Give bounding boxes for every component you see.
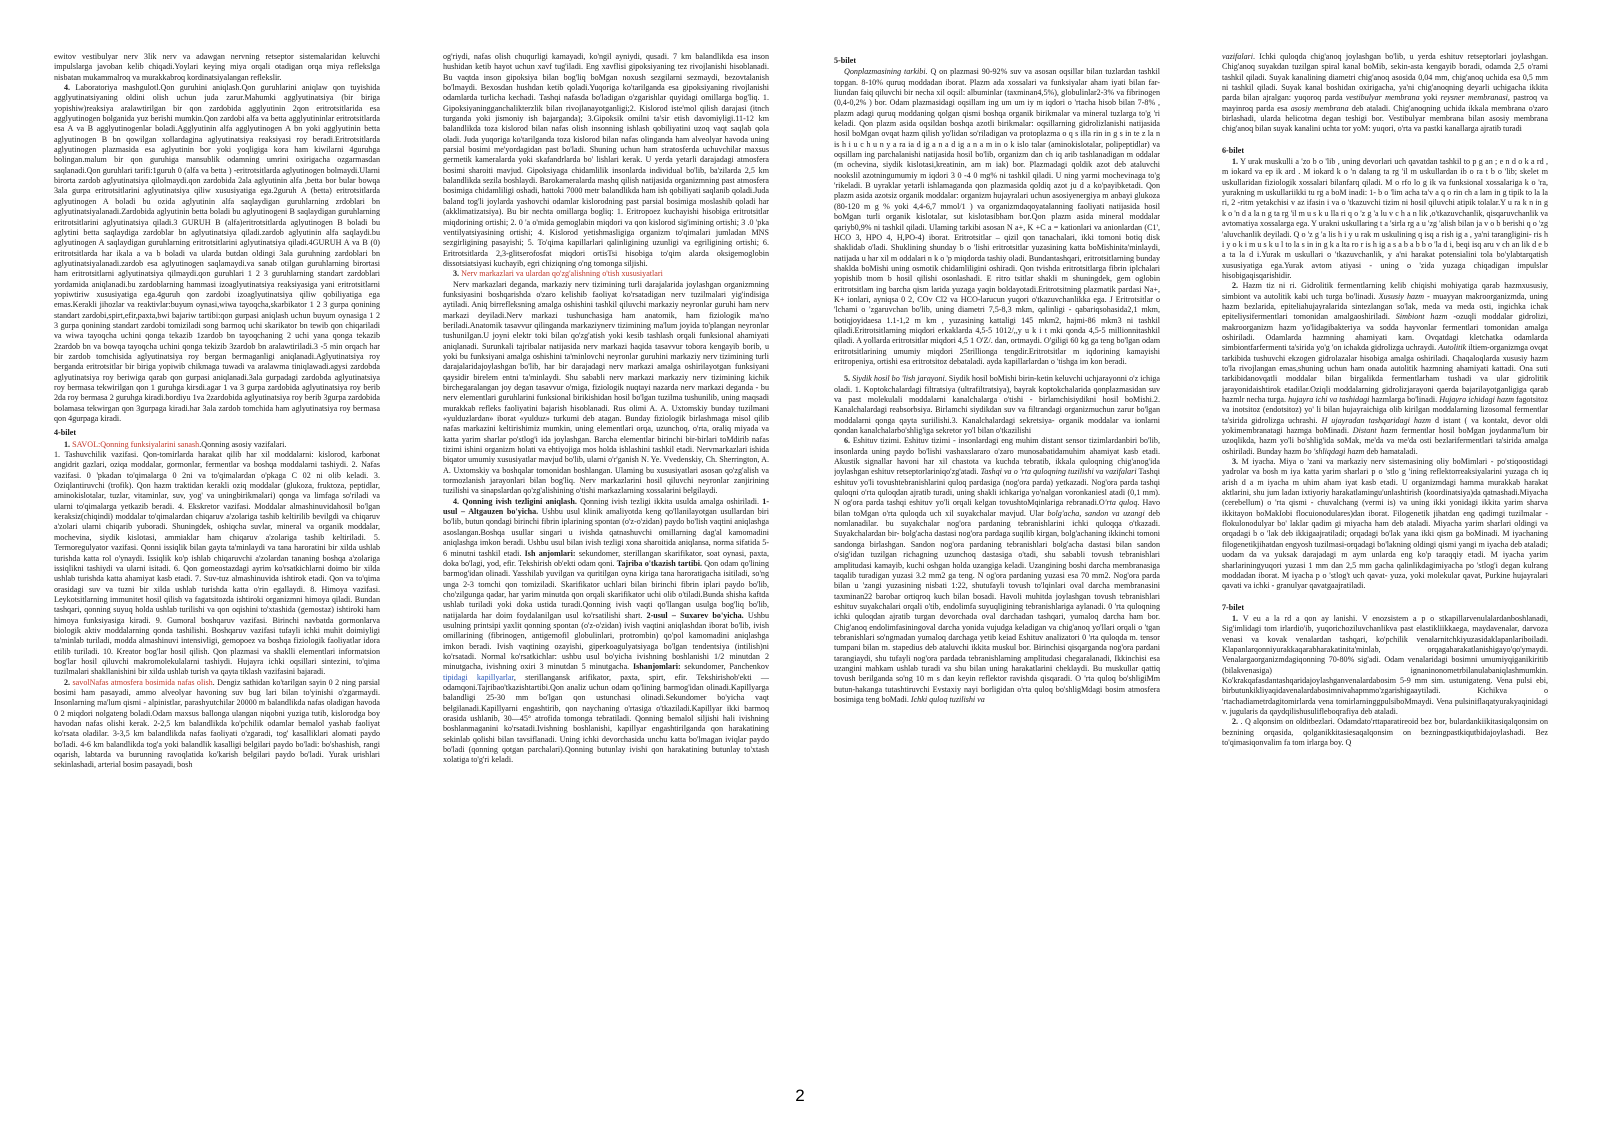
paragraph-text: . Havo bilan toMgan o'rta quloqda uch xil suyakchalar mavjud. Ular bbox=[834, 498, 1160, 518]
question-paragraph bbox=[54, 678, 380, 771]
paragraph-text: hazmlarga bo'linadi. bbox=[1371, 395, 1438, 404]
paragraph-text: pastroq va mayinroq parda esa bbox=[1222, 93, 1548, 113]
text-column-3 bbox=[834, 52, 1160, 1080]
question-title: savolNafas atmosfera bosimida nafas olish bbox=[72, 677, 213, 687]
paragraph-italic: bo 'shliqdagi hazm bbox=[1303, 446, 1365, 456]
paragraph-text: Ushbu usul klinik amaliyotda keng qo'llanilayotgan usullardan biri bo'lib, butun qondagi birinchi fibrin iplarining spontan (o'z-o'zidan) paydo bo'lish vaqtini aniqlashga asoslangan.Boshqa usullar singari u ivishda qatnashuvchi omillarning dag'al kamomadini aniqlashga imkon beradi. Ushbu usul bilan ivish tezligi xona sharoitida aniqlansa, norma sifatida 5-6 minutni tashkil etadi. bbox=[443, 507, 769, 558]
paragraph-text: fagotsitoz va inotsitoz (endotsitoz) yo' li bilan hujayraichiga olib kirilgan moddalarning lizosomal fermentlar ta'sirida gidrolizga uchrashi. bbox=[1222, 395, 1548, 425]
question-heading bbox=[443, 269, 769, 279]
paragraph-text: . Ichki quloqda chig'anoq joylashgan bo'lib, u yerda eshituv retseptorlari joylashgan. Chig'anoq suyakdan tuzilgan spiral kanal boMib, sekin-asta kengayib boradi, odamda 2,5 o'rami tashkil qiladi. Suyak kanalining diametri chig'anoq asosida 0,04 mm, chig'anoq uchida esa 0,5 mm ni tashkil qiladi. Suyak kanal boshidan oxirigacha, ya'ni chig'anoqning deyarli uchigacha ikkita parda bilan ajralgan: yuqoroq parda bbox=[1222, 52, 1548, 103]
item-number: 4. bbox=[453, 496, 460, 506]
paragraph-italic: vazifalari bbox=[1222, 52, 1254, 61]
question-paragraph bbox=[443, 497, 769, 766]
paragraph-text: Y urak muskulli a 'zo b o 'lib , uning devorlari uch qavatdan tashkil to p g an ; e n d o k a rd , m iokard va ep ik ard . M iokard k o 'n dalang ta rg 'il m uskullardan ib o ra t b o 'lib; skelet m uskullaridan fiziologik xossalari bilanfarq qiladi. M o rfo lo g ik va funksional xossalariga k o 'ra, yurakning m uskullariikki tu rg a boM inadi: 1- b o 'lim acha ta'v a q o rin ch a lam in g tipik to la la ri, 2 -ritm yetakchisi v az ifasin i va o 'tkazuvchi tizim ni hosil qiluvchi atipik tolalar.Y u ra k n in g k o 'n d a la n g ta rg 'il m u s k u lla ri q o 'z g 'a lu v c h a n lik ,o'tkazuvchanlik, qisqaruvchanlik va avtomatiya xossalarga ega. Y urakni uskullaring t a 'sirla rg a u 'zg 'alish bilan ja v o b berishi q o 'zg 'aluvchanlik deyiladi. Q o 'z g 'a lis h i y u rak m uskulining q isq a rish ig a , ya'ni tarangligini- ris h i y o k i m u s k u l to la s in in g k a lta ro r is h ig a s a b a b b o 'la d i, beqi isq aru v ch an lik d e b a ta la d i.Yurak m uskullari o 'tkazuvchanlik, y a'ni harakat potensialini tola bo'ylabtarqatish xususiyatiga ega.Yurak avtom atiyasi - uning o 'zida yuzaga chiqadigan impulslar hisobigaqisqarishidir. bbox=[1222, 157, 1548, 280]
paragraph-italic: bolg'acha, sandon va uzangi bbox=[1047, 508, 1145, 518]
paragraph-text: sekundomer, Panchenkov bbox=[684, 662, 769, 672]
item-number: 2. bbox=[64, 677, 71, 687]
item-number: 1. bbox=[1232, 613, 1239, 623]
paragraph-italic: hujayra ichi va tashidagi bbox=[1288, 395, 1370, 404]
subheading: Ishanjomlari: bbox=[632, 662, 681, 672]
paragraph-text: yoki bbox=[1422, 93, 1438, 103]
paragraph-text: -ozuqli moddalar gidrolizi, makroorganizm hazm yo'lidagibakteriya va sodda hayvonlar fermentlari tomonidan amalga oshiriladi. Odamlarda hazmning ahamiyati kam. Ovqatdagi kletchatka odamlarda simbiontfarfermenti ta'sirida yo'g 'on ichakda gidrolizga uchraydi. bbox=[1222, 312, 1548, 353]
paragraph-lead: Qonplazmasining tarkibi. bbox=[844, 67, 928, 77]
page-number: 2 bbox=[795, 1086, 805, 1105]
paragraph-text: d istant ( va kontakt, devor oldi yokimembranatagi hazmga boMinadi. bbox=[1222, 415, 1548, 436]
subheading: Tajriba o'tkazish tartibi. bbox=[616, 558, 702, 568]
paragraph-text: V eu a la rd a qon ay lanishi. V enozsistem a p o stkapillarvenulalardanboshlanadi, Sig'imlidagi tom irlardio'ib, yuqorichoziluvchanlikva past elastikliikkaega, maydavenalar, darvoza venasi va kovak venalardan tashqari, ko'pchilik venalarnitchkiyuzasidaklapanlariboiladi. Klapanlarqonniyurakkaqarabharakatinita'minlab, orqagaharakatlanishigayo'qo'ymaydi. Venalargaorganizmdagiqonning 70-80% sig'adi. Odam venalaridagi bosimni umumiyqiganikiritib (bilakvenasiga) ignaninonometrbilanulabaniqlashmumkin. Ko'krakqafasdantashqaridajoylashganvenalardabosim 5-9 mm sim. ustunigateng. Vena pulsi ebi, birbutunkikliyaqidavenalardabosimnivahapmmo'zgarishigaaytiladi. Kichikva o 'rtachadiametrdagitomirlarda vena tomirlarninggpulsiboMmaydi. Vena pulsiniflaqatyurakyaqinidagi v. jugularis da qaydqilishusulifleboqrafiya deb ataladi. bbox=[1222, 613, 1548, 716]
paragraph: ewitov vestibulyar nerv 3lik nerv va adawgan nervning retseptor sistemalaridan keluvchi impulslarga javoban kelib chiqadi.Yoylari keying miya orqali otadigan orqa miya reflekslga nisbatan mukammalroq va murakkabroq kordinatsiyalangan reflekslir. bbox=[54, 52, 380, 82]
paragraph-text: . Siydik hosil boMishi birin-ketin keluvchi uchjarayonni o'z ichiga oladi. 1. Koptokchalardagi filtratsiya (ultrafiltratsiya), bayrak koptokchalarida qonplazmasidan suv va past molekulali moddalarni kanalchalarga o'tishi - birlamchisiydikni hosil boMishi.2. Kanalchalardagi reabsorbsiya. Birlamchi siydikdan suv va filtrandagi organizmuchun zarur bo'lgan moddalarni qonga qayta suriilishi.3. Kanalchalardagi sekretsiya- organik moddalar va ionlarni qondan kanalchalarbo'shlig'iga sekretor yo'l bilan o'tkazilishi bbox=[834, 374, 1160, 436]
question-title-tail: .Qonning asosiy vazifalari. bbox=[199, 439, 287, 449]
paragraph-text: , sterillangansk arifikator, paxta, spirt, efir. Tekshirishob'ekti — odamqoni.Tajribao'tkazishtartibi.Qon analiz uchun odam qo'lining barmog'idan olinadi.Kapillyarga balandligi 25-30 mm bo'lgan qon ustunchasi olinadi.Sekundomer bo'yicha vaqt belgilanadi.Kapillyarni engashtirib, qon naychaning o'rtasiga o'tkaziladi.Kapillyar ikki barmoq orasida ushlanib, 30—45° atrofida tomonga tebratiladi. Qonning bemalol siljishi hali ivishning boshlanmaganini ko'rsatadi.Ivishning boshlanishi, kapillyar engashtirilganda qon harakatining sekinlab qolishi bilan tavsiflanadi. Uning ichki devorchasida unchu katta bo'lmagan iviqlar paydo bo'ladi (qonning qotgan parchalari).Qonning butunlay ivishi qon harakatining butunlay to'xtash xolatiga to'g'ri keladi. bbox=[443, 672, 769, 765]
paragraph-text: Laboratoriya mashgulotl.Qon guruhini aniqlash.Qon guruhlarini aniqlaw qon tuyishida agglyutinatsiyaning oldini olish uchun juda zarur.Mahumki agglyutinatsiya (bir biriga yopishiw)reaksiya aralawtirilgan bir qon zardobida agglyutinin 2qon eritrotsitlarida esa agglyutinogen bolganida yuz berishi mumkin.Qon zardobi alfa va betta agglyutininlar eritrotsitlarda esa A va B agglyutinogenlar boladi.Agglyutinin alfa agglyutinogen A bn yoki agglyutinin betta aglyutinogen B bn qowilgan xollardagina aglyutinatsiya reaksiyasi roy beradi.Eritrotsitlarda aglyutinogen plazmasida esa aglyutinin bor yoki yoqligiga kora ham kiwilarni 4guruhga bolingan.malum bir qon guruhiga mansublik odamning umrini oxirigacha ozgarmasdan saqlanadi.Qon guruhlari tarifi:1guruh 0 (alfa va betta ) -eritrotsitlarda aglyutinogen bolmaydi.Ularni birorta zardob aglyutinatsiya qilolmaydi.qon zardobida 2ala aglyutinin alfa ,betta bor bular bowqa 3ala gurpa eritrotsitlarini aglyutinatsiya qiliw xususiyatiga ega.2guruh A (betta) eritrotsitlarda aglyutinogen A boladi bu ozida aglyutinin alfa saqlaydigan guruhlarning zrdoblari bn aglyutinatsiyalanadi.Zardobida aglyutinin betta boladi bu aglyutinogeni B saqlaydigan guruhlarning eritrotsitlarini aglyutinatsiya qiladi.3 GURUH B (alfa)eritrotsitlarda aglyutinogen B boladi bu aglytini betta saqlaydiga zardoblar bn aglyutinatsiya qiladi.zardob aglyutinin alfa saqlaydi.bu aglyutinogen A saqlaydigan guruhlarning eritrotsitlarini aglyutinatsiya qiladi.4GURUH A va B (0) eritrotsitlarda har ikala a va b boladi va ularda butdan oldingi 3ala guruhning zardoblari bn aglyutinatsiyalanadi.zardob esa aglyutinogen saqlamaydi.va sanab otilgan guruhlarning birortasi ham eritrotsitlarni aglyutinatsiya qilmaydi.qon guruhlari 1 2 3 guruhlarning standart zardoblari yordamida aniqlanadi.bu zardoblarning hammasi izoaglyutinatsiya reaksiyasiga yani eritrotsitlarni yopiwtiriw xususiyatiga ega.4guruh qon zardobi izoaglyutinatsiya qiliw qobiliyatiga ega emas.Kerakli jihozlar va reaktivlar:buyum oynasi,wiwa tayoqcha,skarbikator 1 2 3 gurpa qonining standart zardobi,spirt,efir,paxta,bwi bajariw tartibi:qon gurpasi aniqlash uchun buyum oynasiga 1 2 3 gurpa qonining standart zardobi tomiziladi song barmoq uchi skarikator bn tewib qon chiqariladi va wiwa tayoqcha uchini qonga tekazib 1zardob bn tayoqchaning 2 uchi yana qonga tekazib 2zardob bn va bowqa tayoqcha uchini qonga tekizib 3zardob bn aralawtiriladi.3 -5 min orqach har bir zardob tomchisida aglyutinatsiya roy bergan bermaganligi aniqlanadi.Aglyutinatsiya roy berganda eritrotsitlar bir biriga yopiwib chikmaga tuwadi va aralawma tiniqlawadi.agysi zardobda aglyutinatsiya roy beriwiga qarab qon gurpasi aniqlanadi.3ala gurpadagi zardobda aglyutinatsiya roy bermasa tekwirilgan qon 1 guruhga kirsdi.agar 1 va 3 gurpa zardobida aglyutinatsiya roy berib 2da roy bermasa 2 guruhga kiradi.bordiyu 1va 2zardobida aglyutinatsiya roy berib 3gurpa zardobida bolamasa tekwirgan qon 3gurpaga kiradi.har 3ala zardob tomchida ham aglyutinatsiya roy bermasa qon 4gurpaga kiradi. bbox=[54, 83, 380, 424]
paragraph-italic: Distant hazm bbox=[1352, 426, 1398, 436]
question-title: SAVOL:Qonning funksiyalarini sanash bbox=[72, 439, 200, 449]
paragraph-text: deb ataladi. Chig'anoqning uchida ikkala membrana o'zaro birlashadi, ularda helicotma degan teshigi bor. Vestibulyar membrana bilan asosiy membrana chig'anoq bilan suyak kanalini uchta tor yoM: yuqori, o'rta va pastki kanallarga ajratib turadi bbox=[1222, 103, 1548, 134]
paragraph: og'riydi, nafas olish chuqurligi kamayadi, ko'ngil ayniydi, qusadi. 7 km balandlikda esa inson hushidan ketib hayot uchun xavf tug'iladi. Eng xavflisi gipoksiyaning tez rivojlanishi hisoblanadi. Bu vaqtda inson gipoksiya bilan bog'liq boMgan noxush sezgilarni sezmaydi, bezovtalanish bo'lmaydi. Bexosdan hushdan ketib qoladi.Yuqoriga ko'tarilganda esa gipoksiyaning rivojlanishi odamlarda turlicha kechadi. Tashqi nafasda bo'ladigan o'zgarishlar quyidagi omillarga bog'liq. 1. Gipoksiyaningganchalikterzlik bilan rivojlanayotganligi;2. Kislorod iste'mol qilish darajasi (itnch turganda yoki jismoniy ish bajarganda); 3.Gipoksik omilni ta'sir etish davomiyligi.11-12 km balandlikda toza kislorod bilan nafas olish insonning ishlash qobiliyatini uzoq vaqt saqlab qola oladi. Juda yuqoriga ko'tarilganda toza kislorod bilan nafas olinganda ham alveolyar havoda uning parsial bosimi me'yordagidan past bo'ladi. Shuning uchun ham stratosferda uchuvchilar maxsus germetik kameralarda yoki skafandrlarda bo' lishlari kerak. U yerda yetarli darajadagi atmosfera bosimi sharoiti mavjud. Gipoksiyaga chidamlilik insonlarda individual bo'lib, ba'zilarda 2,5 km balandlikda sezila boshlaydi. Barokameralarda mashq qilish natijasida organizmning past atmosfera bosimiga chidamliligi oshadi, hattoki 7000 metr balandlikda ham ish qobiliyati saqlanib qoladi.Juda baland tog'li joylarda yashovchi odamlar kislorodning past parsial bosimiga moslashib qoladi har (akklimatizatsiya). Bu bir nechta omillarga bogliq: 1. Eritropoez kuchayishi hisobiga eritrotsitlar miqdorining ortishi; 2. 0 'a o'mida gemoglabin miqdori va qon kislorod sig'imining ortishi; 3 .0 'pka ventilyatsiyasining ortishi; 4. Kislorod yetishmasligiga organizm to'qimalari jumladan MNS sezgirligining pasayishi; 5. To'qima kapillarlari qalinligining uzunligi va egriligining ortishi; 6. Eritrotsitlarda 2,3-glitserofosfat miqdori ortisTsi hisobiga to'qim alarda oksigemoglobin dissotsiatsiyasi kuchayib, egri chiziqning o'ng tomonga siljishi. bbox=[443, 52, 769, 268]
paragraph-text: deb nomlanadilar. bu suyakchalar nog'ora pardaning tebranishlarini ichki quloqqa o'tkazadi. Suyakchalardan bir- bolg'acha dastasi nog'ora pardaga suqilib kirgan, bolg'achaning ikkinchi tomoni sandonga birlashgan. Sandon nog'ora pardaning tebranishlari bolg'acha dastasi bilan sandon o'sig'idan tuzilgan richagning uzunchoq dastasiga o'tadi, shu sababli tovush tebranishlari amplitudasi kamayib, kuchi oshgan holda uzangiga keladi. Uzangining boshi darcha membranasiga taqalib turadigan yuzasi 3.2 mm2 ga teng. N og'ora pardaning yuzasi esa 70 mm2. Nog'ora parda bilan u 'zangi yuzasining nisbati 1:22, shutufayli tovush to'lqinlari oval darcha membranasini taxminan22 barobar ortiqroq kuch bilan bosadi. Havoli muhitda joylashgan tovush tebranishlari eshituv suyakchalari orqali o'tib, endolimfa suyuqligining tebranishlariga aylanadi. 0 'rta quloqning ichki quloqdan ajratib turgan devorchada oval darchadan tashqari, yumaloq darcha ham bor. Chig'anoq endolimfasiningoval darcha yonida vujudga keladigan va chig'anoq yo'llari orqali o 'tgan tebranishlari so'ngmadan yumaloq darchaga yetib keiad Eshituv analizatori 0 'rta quloqda m. tensor tumpani bilan m. stapedius deb ataluvchi ikkita muskul bor. Birinchisi qisqarganda nog'ora pardani tarangiaydi, shu tufayli nog'ora pardada tebranishlarning amplitudasi chegaralanadi, Ikkinchisi esa uzangini mahkam ushlab turadi va shu bilan uning harakatlarini cheklaydi. Bu muskullar qattiq tovush berilganda so'ng 10 m s dan keyin reflektor ravishda qisqaradi. O 'rta quloq bo'shligiMm butun-hakanga tutashtiruvchi Evstaxiy nayi borligidan o'rta quloq bo'shligMdagi bosim atmosfera bosimiga teng boMadi. bbox=[834, 508, 1160, 704]
paragraph-text: . Q alqonsim on olditbezlari. Odamdato'rttaparatireoid bez bor, bulardankiikitasiqalqonsim on beznining orqasida, qolganikkitasiesaqalqonsim on bezningpastkiqutbidajoylashadi. Bez to'qimasiqonvalim fa tom irlarga boy. Q bbox=[1222, 717, 1548, 747]
question-paragraph bbox=[1222, 717, 1548, 748]
paragraph-text: . Dengiz sathidan ko'tarilgan sayin 0 2 ning parsial bosimi ham pasayadi, ammo alveolyar havoning suv bug lari bilan to'yinishi o'zgarmaydi. Insonlarning ma'lum qismi - alpinistlar, parashyutchilar 20000 m balandlikda nafas oladigan havoda 0 2 miqdori nolgateng boladi.Odam maxsus ballonga ulangan niqobni yuziga tutib, kislorodga boy havodan nafas olishi kerak. 2-2,5 km balandlikda ko'pchilik odamlar bemalol yashab faoliyat ko'rsata oladilar. 3-3,5 km balandlikda nafas faoliyati o'zgaradi, tog' kasalliklari alomati paydo bo'ladi. 4-6 km balandlikda tog'a yoki balandlik kasalligi belgilari paydo bo'ladi: bo'shashish, rangi oqarish, labtarda va burunning ravoqlatida ko'karish belgilari paydo bo'ladi. Yurak urishlari sekinlashadi, arterial bosim pasayadi, bosh bbox=[54, 677, 380, 770]
paragraph-text: Hazm tiz ni ri. Gidrolitik fermentlarning kelib chiqishi mohiyatiga qarab hazmxususiy, simbiont va autolitik kabi uch turga bo'linadi. bbox=[1222, 281, 1548, 301]
paragraph: 1. Tashuvchilik vazifasi. Qon-tomirlarda harakat qilib har xil moddalarni: kislorod, karbonat angidrit gazlari, oziqa moddalar, gormonlar, fermentlar va boshqa moddalarni tashiydi. 2. Nafas vazifasi. 0 'pkadan to'qimalarga 0 2ni va to'qimalardan o'pkaga C 02 ni olib keladi. 3. Oziqlantiruvchi (trofik). Qon hazm traktidan kerakli oziq moddalar (glukoza, fruktoza, peptidlar, aminokislotalar, tuzlar, vitaminlar, suv, yog' va uningbirikmalari) qonga va limfaga so'riladi va ularni to'qimalarga yetkazib beradi. 4. Ekskretor vazifasi. Moddalar almashinuvidahosil bo'lgan keraksiz(chiqindi) moddalar to'qimalardan chiqaruv a'zolariga tashib keltirilib bevilgdi va chiqaruv a'zolari ularni chiqarib yuboradi. Shuningdek, oshiqcha suvlar, mineral va organik moddalar, mochevina, siydik kislotasi, ammiaklar ham chiqaruv a'zolariga tashib keltiriladi. 5. Termoregulyator vazifasi. Qonni issiqlik bilan gayta ta'minlaydi va tana haroratini bir xilda ushlab turishda katta rol o'ynaydi. Issiqlik ko'p ishlab chiqaruvchi a'zolardan tananing boshqa a'zolariga issiqlikni tashiydi va ularni isitadi. 6. Qon gomeostazdagi ayrim ko'rsatkichlarni doimo bir xilda ushlab turishda katta ahamiyat kasb etadi. 7. Suv-tuz almashinuvida ishtirok etadi. Qon va to'qima orasidagi suv va tuzni bir xilda ushlab turishda katta o'rin egallaydi. 8. Himoya vazifasi. Leykotsitlarning immunitet hosil qilish va fagatsitozda ishtiroki organizmni himoya qiladi. Bundan tashqari, qonning suyuq holda ushlab turilishi va qon oqishini to'xtashida (gemostaz) ishtiroki ham himoya funksiyasiga kiradi. 9. Gumoral boshqaruv vazifasi. Birinchi navbatda gormonlarva biologik aktiv moddalarning qonda tashilishi. Boshqaruv vazifasi tufayli ichki muhit doimiyligi ta'minlab turiladi, modda almashinuvi intensivligi, gemopoez va boshqa fiziologik faoliyatlar idora etilib turiladi. 10. Kreator bog'lar hosil qilish. Qon plazmasi va shaklli elementlari informatsion bog'lar hosil qiluvchi makromolekulalarni tashiydi. Hujayra ichki oqsillari sintezini, to'qima tuzilmalari shakllanishini bir xilda ushlab turish va qayta tiklash vazifasini bajaradi. bbox=[54, 450, 380, 677]
paragraph-text: fermentlar hosil boMgan joydanma'lum bir uzoqlikda, hazm yo'li bo'shlig'ida soMak, me'da va me'da osti bezlarifermentlari ta'sirida amalga oshiriladi. Bunday hazm bbox=[1222, 426, 1548, 456]
spacer bbox=[834, 367, 1160, 374]
paragraph-text: Eshituv tizimi. Eshituv tizimi - insonlardagi eng muhim distant sensor tizimlardanbiri bo'lib, insonlarda uning paydo bo'lishi vashaxslararo o'zaro munosabatidamuhim ahamiyat kasb etadi. Akustik signallar havoni har xil chastota va kuchda tebratib, ikkala quloqning chig'anog'ida joylashgan eshituv retseptorlariniqo'zg'atadi. bbox=[834, 436, 1160, 477]
spacer bbox=[1222, 592, 1548, 599]
method-title: 2-usul – Suxarev bo'yicha. bbox=[646, 610, 744, 620]
question-paragraph bbox=[834, 374, 1160, 436]
paragraph-italic: reysner membranasi, bbox=[1440, 93, 1510, 103]
text-column-1 bbox=[54, 52, 380, 1080]
paragraph-text: Qonning ivish tezligi ikkita usulda amalga oshiriladi. bbox=[580, 496, 760, 506]
section-heading: 7-bilet bbox=[1222, 602, 1245, 612]
text-column-2 bbox=[443, 52, 769, 1080]
item-number: 5. bbox=[844, 374, 851, 384]
paragraph-text: Qon odam qo'lining barmog'idan olinadi. Yasshilab yuvilgan va quritilgan oyna kiriga tana haroratigacha isitiladi, so'ng unga 2-3 tomchi qon tomiziladi. Skarifikator uchlari bilan birinchi fibrin iplari paydo bo'lib, cho'zilgunga qadar, har yarim minutda qon orqali skarifikator uchi olib o'tiladi.Bunda shisha kaftda ushlab turiladi yoki doka ustida turadi.Qonning ivish vaqti qo'llangan usulga bog'liq bo'lib, natijalarda har doim foydalanilgan usul ko'rsatilishi shart. bbox=[443, 558, 769, 620]
paragraph-italic: vestibulyar membrana bbox=[1345, 93, 1420, 103]
subheading: Ish anjomlari: bbox=[524, 548, 576, 558]
item-number: 4. bbox=[64, 83, 71, 93]
paragraph-text: - muayyan makroorganizmda, uning hazm bezlarida, epiteliahujayralarida sintezlangan so'lak, meda va meda osti, ingichka ichak epiteliysifermentlari tomonidan amalgaoshiriladi. bbox=[1222, 291, 1548, 322]
paragraph-italic: Xususiy hazm bbox=[1378, 291, 1425, 301]
item-number: 2. bbox=[1232, 717, 1239, 727]
question-heading bbox=[54, 440, 380, 450]
question-paragraph bbox=[1222, 157, 1548, 281]
text-column-4 bbox=[1222, 52, 1548, 1080]
paragraph-italic: asosiy membrana bbox=[1290, 103, 1349, 113]
paragraph-italic: Tashqi va o 'rta quloqning tuzilishi va vazifalari bbox=[980, 467, 1137, 477]
question-paragraph bbox=[1222, 457, 1548, 591]
paragraph bbox=[1222, 52, 1548, 135]
section-heading: 6-bilet bbox=[1222, 145, 1245, 155]
question-paragraph bbox=[1222, 614, 1548, 717]
question-title: Siydik hosil bo 'lish jarayoni bbox=[852, 374, 945, 384]
paragraph-italic: Hujayra ichidagi hazm bbox=[1439, 395, 1514, 404]
paragraph-text: Ushbu usulning printsipi yaxlit qonning spontan (o'z-o'zidan) ivish vaqtini aniqlashdan iborat bo'lib, ivish omillarining (fibrinogen, antigemofil globulinlari, protrombin) qo'pol kamomadini aniqlashga imkon beradi. Ivish vaqtining ozayishi, giperkoagulyatsiyaga bo'lgan tendentsiya (intilish)ni ko'rsatadi. Normal ko'rsatkichlar: ushbu usul bo'yicha ivishning boshlanishi 1/2 minutdan 2 minutgacha, ivishning oxiri 3 minutdan 5 minutgacha. bbox=[443, 610, 769, 672]
link-text: tipidagi kapillyarlar bbox=[443, 672, 514, 682]
question-title: Nerv markazlari va ulardan qo'zg'alishning o'tish xususiyatlari bbox=[461, 269, 663, 279]
item-number: 1. bbox=[64, 439, 71, 449]
item-number: 1. bbox=[1232, 157, 1239, 167]
question-paragraph bbox=[1222, 281, 1548, 457]
item-number: 3. bbox=[453, 269, 460, 279]
item-number: 6. bbox=[844, 436, 851, 446]
paragraph-text: iltiem-organizmga ovqat tarkibida tushuvchi ekzogen gidrolazalar hisobiga amalga oshiriladi. Chaqaloqlarda xususiy hazm to'la rivojlangan emas,shuning uchun ham onada autolitik hazmning ahamiyati kattadi. Ona suti tarkibidanovqatli moddalar bilan birgalikda fermentlarham tushadi va ular gidrolitik jarayonidaishtirok etadilar.Oziqli moddalarning gidrolizjarayoni qaerda bajarilayotganligiga qarab hazmlr necha turga. bbox=[1222, 343, 1548, 404]
section-heading: 5-bilet bbox=[834, 56, 857, 65]
paragraph bbox=[54, 83, 380, 424]
item-number: 2. bbox=[1232, 281, 1239, 291]
paragraph-text: M iyacha. Miya o 'zani va markaziy nerv sistemasining oliy boMimlari - po'stiqoostidagi yadrolar va bosh m iya katta yarim sharlari p o 'stlo g 'ining reflektorreaksiyalarini yuzaga ch iq arish d a m iyacha m uhim aham iyat kasb etadi. U organizmdagi hamma murakkab harakat aktlarini, shu jum ladan ixtiyoriy harakatlamingu'unlashtirish (koordinatsiya)da qatnashadi.Miyacha (cerebellum) o 'rta qismi - chuvalchang (vermi is) va uning ikki yonidagi ikkita yarim sharva ikkitayon boMakIobi flocuionodulares)dan iborat. Filogenetik jihatdan eng qadimgi tuzilmalar - flokulonodulyar bo' laklar qadim gi miyacha ham deb ataladi. Miyacha yarim sharlari oldingi va orqadagi b o 'lak deb ikkigaajratiladi; orqadagi bo'lak yana ikki qism ga boMinadi. M iyachaning filogenetikjihatdan engyosh tuzilmasi-orqadagi bo'lakning oldingi qismi yangi m iyacha deb ataladi; uodam da va yuksak darajadagi m aym unlarda eng ko'p taraqqiy etadi. M iyacha yarim sharlariningyuqori yuzasi 1 mm dan 2,5 mm gacha qalinlikdagimiyacha po 'stlog'i degan kulrang moddadan iborat. M iyacha p o 'stlog't uch qavat- yuza, yoki molekular qavat, Purkine hujayralari qavati va ichki - granulyar qavatgaajratiladi. bbox=[1222, 457, 1548, 591]
paragraph-text: deb hamataladi. bbox=[1366, 446, 1418, 456]
paragraph-italic: Ichki quloq tuzilishi va bbox=[910, 694, 985, 704]
item-number: 3. bbox=[1232, 457, 1239, 467]
spacer bbox=[1222, 135, 1548, 142]
paragraph bbox=[834, 67, 1160, 367]
paragraph-italic: Simbiont hazm bbox=[1395, 312, 1448, 322]
question-paragraph bbox=[834, 436, 1160, 705]
section-heading: 4-bilet bbox=[54, 428, 77, 438]
paragraph-italic: H ujayradan tashqaridagi hazm bbox=[1321, 415, 1431, 425]
paragraph-text: sekundomer, sterillangan skarifikator, soat oynasi, paxta, doka bo'lagi, yod, efir. Tekshirish ob'ekti odam qoni. bbox=[443, 548, 769, 568]
method-title: 1-usul – Altgauzen bo'yicha. bbox=[443, 496, 769, 517]
paragraph-text: Q on plazmasi 90-92% suv va asosan oqsillar bilan tuzlardan tashkil topgan. 8-10% quruq moddadan iborat. Plazm ada xossalari va funksiyalar aham iyati bilan far-liundan faiq qiluvchi bir necha xil oqsil: albuminlar (taxminan4,5%), globulinlar2-3% va fibrinogen (0,4-0,2% ) bor. Odam plazmasidagi oqsillam ing um um iy m iqdori o 'rtacha hisob bilan 7-8% , plazm adagi quruq moddaning qolgan qismi boshqa organik birikmalar va mineral tuzlarga to'g 'ri keladi. Qon plazm asida oqsildan boshqa azotli birikmalar: oqsillarning gidrolizlanishi natijasida hosil boMgan ovqat hazm qilish yo'lidan so'riladigan va protoplazma o q s illa rin in g s in te z la n is h i u c h u n y a ra ia d ig a n a d ig a n a m in o k islo talar (aminokislotalar, polipeptidlar) va oqsillam ing parchalanishi natijasida hosil bo'lib, organizm dan ch iq arib tashlanadigan m oddalar (m ochevina, siydik kislotasi,kreatinin, am m iak) bor. Plazmadagi qoldik azot deb ataluvchi nookslil azotningumumiy m iqdori 3 0 -4 0 mg% ni tashkil qiladi. U ning yarmi mochevinaga to'g 'rikeladi. B uyraklar yetarli ishlamaganda qon plazmasida qoldiq azot ju d a ko'payibketadi. Qon plazm asida azotsiz organik moddalar: organizm hujayralari uchun asosiyenergiya m anbayi glukoza (80-120 m g % yoki 4,4-6,7 mmol/1 ) va organizmdaqoyatalanning faoliyati natijasida hosil boMgan turli organik kislotalar, sut kislotasibham bor.Qon plazm asida mineral moddalar qariyb0,9% ni tashkil qiladi. Ulaming tarkibi asosan N a+, K +C a = kationlari va anionlardan (C1', HCO 3, HPO 4, H,PO-4) iborat. Eritrotsitlar – qizil qon tanachalari, ikki tomoni botiq disk shaklidab o'ladi. Shuklining shunday b o 'lishi eritrotsitlar yuzasining katta boMishinita'minlaydi, natijada u har xil m oddalari n k o 'p miqdorda tashiy oladi. Bundantashqari, eritrotsitlarning bunday shaklda boMishi uning osmotik chidamliligini oshiradi. Qon tvishda eritrotsitlarga fibrin iplchalari yopishib tnom b hosil qilishi osonlashadi. E ritro tsitlar shakli m shuningdek, gem oglobin eritrotsitlam ing barcha qism larida yuzaga yaqin boldayotadi.Eritrotsitning plazmatik pardasi Na+, K+ ionlari, ayniqsa 0 2, COv Cl2 va HCO-larucun yuqori o'tkazuvchanlikka ega. J Eritrotsitlar o 'lchami o 'zgaruvchan bo'lib, uning diametri 7,5-8,3 mkm, qalinligi - qabariqsohasida2,1 mkm, botiqjoyidaesa 1.1-1,2 m km , yuzasining kattaligi 145 mkm2, hajmi-86 mkm3 ni tashkil qiladi.Eritrotsitlarning miqdori erkaklarda 4,5-5 1012/,,y u k i t mki qonda 4,5-5 millionnitashkil qiladi. A yollarda eritrotsitlar miqdori 4,5 1 O'Z/. dan, ortmaydi. O'giligi 60 kg ga teng bo'lgan odam eritrotsitlarining umumiy miqdori 25trillionga tengdir.Eritrotsitlar m iqdorining kamayishi eritropeniya, ortishi esa eritrotsitoz debataladi. ayda kapillarlardan o 'tishga im kon beradi. bbox=[834, 67, 1160, 366]
paragraph-italic: 'rta quloq bbox=[1104, 498, 1138, 508]
paragraph-italic: Autolitik bbox=[1438, 343, 1467, 353]
question-title: Qonning ivish tezligini aniqlash. bbox=[462, 496, 577, 506]
paragraph: Nerv markazlari deganda, markaziy nerv tizimining turli darajalarida joylashgan organizmning funksiyasini boshqarishda o'zaro kelishib faoliyat ko'rsatadigan nerv tuzilmalari yig'indisiga aytiladi. Aniq birrefleksning amalga oshishini tashkil qiluvchi markaziy neyronlar guruhi ham nerv markazi deyiladi.Nerv markazi tushunchasiga ham anatomik, ham fiziologik ma'no beriladi.Anatomik tasavvur qilinganda markaziynerv tizimining ma'lum joyida to'plangan neyronlar tushuniIgan.U joyni elektr toki bilan qo'zg'atish yoki kesib tashlash orqali funksional ahamiyati aniqlanadi. Surunkali tajribalar natijasida nerv markazi haqida tasavvur tobora kengayib borib, u yoki bu funksiyani amalga oshishini ta'minlovchi neyronlar guruhini markaziy nerv tizimining turli darajalaridajoylashgan bo'lib, har bir darajadagi nerv markazi amalga oshirilayotgan funksiyani qaysidir birelem entni ta'minlaydi. Shu sababli nerv markazi markaziy nerv tizimining kichik birchegaralangan joy degan tasavvur o'miga, fiziologik nuqtayi nazarda nerv markazi deganda - bu nerv elementlari guruhlarini funksional birikishidan hosil bo'lgan tuzilma tushunilib, uning maqsadi murakkab refleks faoliyatini bajarish hisoblanadi. Rus olimi A. A. Uxtomskiy bunday tuzilmani «yulduzlardan» iborat «yulduz» turkumi deb atagan. Bunday fiziologik birlashmaga misol qilib nafas markazini keltirishimiz mumkin, uning elementlari orqa, uzunchoq, o'rta, oraliq miyada va katta yarim sharlar po'stlog'i ida joylashgan. Barcha elementlar birinchi bir-birlari toMdirib nafas tizimi ishini organizm holati va ehtiyojiga mos holda ishlashini tashkil etadi. Nervmarkazlari ishida biqator umumiy xususiyatlar mavjud bo'lib, ularni o'r'ganish N. Ye. Vvedenskiy, Ch. Sherrington, A. A. Uxtomskiy va boshqalar tomonidan boshlangan. Ulaming bu xususiyatlari asosan qo'zg'alish va tormozlanish jarayonlari bilan bog'liq. Nerv markazlarini hosil qiluvchi neyronlar zanjirining tuzilishi va sinapslardan qo'zg'alishining o'tishi markazlarning xossalarini belgilaydi. bbox=[443, 279, 769, 496]
paragraph-text: Tashqi eshituv yo'li tovushtebranishlarini quloq pardasiga (nog'ora parda) yetkazadi. Nog'ora parda tashqi quloqni o'rta quloqdan ajratib turadi, uning shakli ichkariga yo'nalgan voronkaniesl atadi (0,1 mm). N og'ora parda tashqi eshituv yo'li orqali kelgan tovushtoMqinlariga rebranadi.O bbox=[834, 467, 1160, 508]
